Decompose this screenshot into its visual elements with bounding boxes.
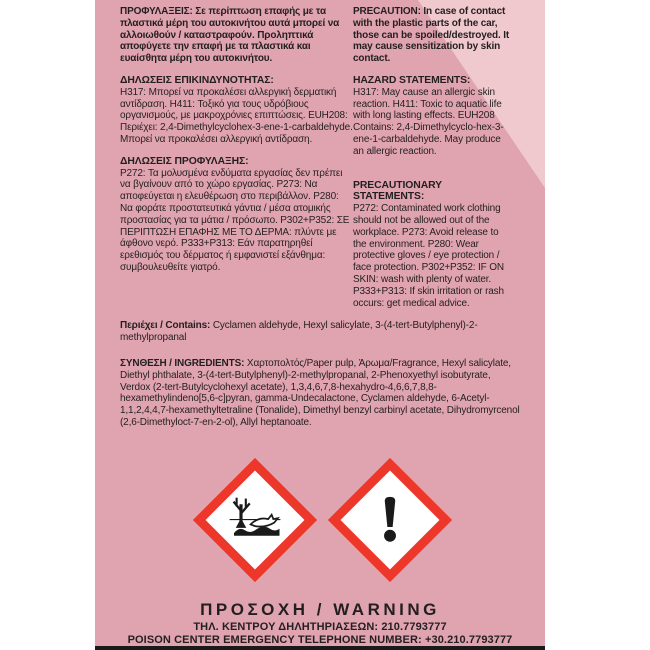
ingredients-body: Χαρτοπολτός/Paper pulp, Άρωμα/Fragrance, Hexyl salicylate, Diethyl phthalate, 3-(4-tert-Butylphenyl)-2-methylpropanal, 2-Phenoxyethyl isobutyrate, Verdox (2-tert-Butylcyclohexyl acetate), 1,3,4,6,7,8-hexahydro-4,6,6,7,8,8-hexamethylindeno[5,6-c]pyran, gamma-Undecalactone, Cyclamen aldehyde, 6-Acetyl-1,1,2,4,4,7-hexamethyltetraline (Tonalide), Dimethyl benzyl carbinyl acetate, Dihydromyrcenol (2,6-Dimethyloct-7-en-2-ol), Allyl heptanoate. [120, 358, 520, 428]
contains-body: Cyclamen aldehyde, Hexyl salicylate, 3-(4-tert-Butylphenyl)-2-methylpropanal [120, 320, 478, 343]
contains-section [120, 320, 522, 344]
ingredients-section [120, 358, 522, 429]
english-column [353, 6, 513, 309]
poison-center-phone-gr: ΤΗΛ. ΚΕΝΤΡΟΥ ΔΗΛΗΤΗΡΙΑΣΕΩΝ: 210.7793777 [193, 621, 447, 633]
bottom-black-strip [95, 646, 545, 650]
ingredients-lead: ΣΥΝΘΕΣΗ / INGREDIENTS: [120, 358, 245, 369]
hazard-statements-body-en: H317: May cause an allergic skin reaction. H411: Toxic to aquatic life with long lasting effects. EUH208 Contains: 2,4-Dimethylcyclo-hex-3-ene-1-carbaldehyde. May produce an allergic reaction. [353, 86, 504, 157]
warning-title: ΠΡΟΣΟΧΗ / WARNING [200, 600, 440, 619]
ghs07-exclamation-pictogram [328, 458, 452, 582]
precaution-paragraph-en: PRECAUTION: In case of contact with the plastic parts of the car, those can be spoiled/destroyed. It may cause sensitization by skin contact. [353, 6, 510, 65]
exclamation-mark-icon [355, 485, 425, 555]
product-warning-label [95, 0, 545, 650]
ghs09-environment-pictogram [193, 458, 317, 582]
contains-lead: Περιέχει / Contains: [120, 320, 211, 331]
hazard-statements-header-gr: ΔΗΛΩΣΕΙΣ ΕΠΙΚΙΝΔΥΝΟΤΗΤΑΣ: [120, 74, 274, 86]
poison-center-phone-en: POISON CENTER EMERGENCY TELEPHONE NUMBER: +30.210.7793777 [127, 634, 513, 646]
hazard-statements-body-gr: H317: Μπορεί να προκαλέσει αλλεργική δερματική αντίδραση. H411: Τοξικό για τους υδρόβιους οργανισμούς, με μακροχρόνιες επιπτώσεις. EUH208: Περιέχει: 2,4-Dimethylcyclohex-3-ene-1-carbaldehyde. Μπορεί να προκαλέσει αλλεργική αντίδραση. [120, 86, 353, 145]
precautionary-statements-header-en: PRECAUTIONARY STATEMENTS: [353, 179, 442, 203]
greek-column [120, 6, 353, 274]
precautionary-statements-body-en: P272: Contaminated work clothing should not be allowed out of the workplace. P273: Avoid release to the environment. P280: Wear protective gloves / eye protection / face protection. P302+P352: IF ON SKIN: wash with plenty of water. P333+P313: If skin irritation or rash occurs: get medical advice. [353, 203, 504, 309]
environment-hazard-icon [220, 485, 290, 555]
precautionary-statements-header-gr: ΔΗΛΩΣΕΙΣ ΠΡΟΦΥΛΑΞΗΣ: [120, 155, 249, 167]
precautionary-statements-body-gr: P272: Τα μολυσμένα ενδύματα εργασίας δεν πρέπει να βγαίνουν από το χώρο εργασίας. P273: Να αποφεύγεται η ελευθέρωση στο περιβάλλον. P280: Να φοράτε προστατευτικά γάντια / μέσα ατομικής προστασίας για τα μάτια / πρόσωπο. P302+P352: ΣΕ ΠΕΡΙΠΤΩΣΗ ΕΠΑΦΗΣ ΜΕ ΤΟ ΔΕΡΜΑ: πλύντε με άφθονο νερό. P333+P313: Εάν παρατηρηθεί ερεθισμός του δέρματος ή εμφανιστεί εξάνθημα: συμβουλευθείτε γιατρό. [120, 167, 350, 273]
hazard-statements-header-en: HAZARD STATEMENTS: [353, 74, 471, 86]
precaution-paragraph-gr: ΠΡΟΦΥΛΑΞΕΙΣ: Σε περίπτωση επαφής με τα πλαστικά μέρη του αυτοκινήτου αυτά μπορεί να αλλοιωθούν / καταστραφούν. Προληπτικά αποφύγετε την επαφή με τα πλαστικά και ευαίσθητα μέρη του αυτοκινήτου. [120, 6, 340, 65]
